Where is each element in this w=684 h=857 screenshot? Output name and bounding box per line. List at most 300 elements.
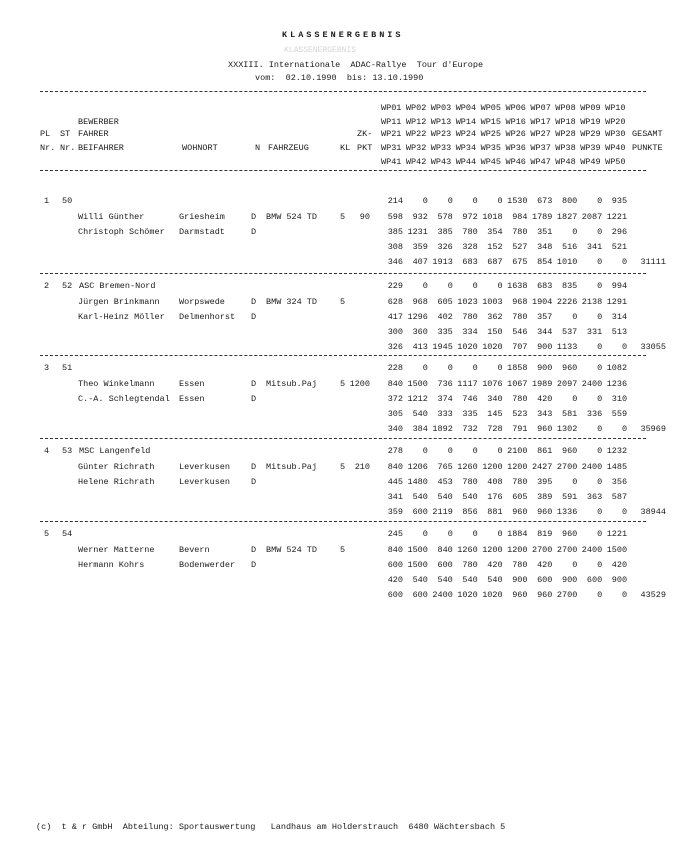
wp-score: 960 (537, 507, 553, 517)
wp-score: 334 (462, 327, 478, 337)
wp-score: 736 (437, 379, 453, 389)
wp-header-label: WP38 (555, 143, 576, 153)
wp-score: 1500 (606, 545, 628, 555)
entry-codriver: Helene Richrath (78, 477, 155, 487)
entry-start-number: 51 (62, 363, 73, 373)
wp-score: 732 (462, 424, 478, 434)
wp-score: 0 (422, 196, 428, 206)
wp-score: 840 (387, 545, 403, 555)
header-n: N (255, 143, 261, 153)
wp-score: 1212 (407, 394, 428, 404)
wp-score: 1200 (482, 462, 503, 472)
wp-score: 1020 (457, 342, 478, 352)
entry-class: 5 (340, 379, 346, 389)
wp-score: 960 (512, 507, 528, 517)
wp-score: 687 (487, 257, 503, 267)
event-name: XXXIII. Internationale ADAC-Rallye Tour d'Europe (228, 60, 484, 70)
wp-score: 1003 (482, 297, 503, 307)
wp-score: 374 (437, 394, 453, 404)
wp-score: 1945 (432, 342, 453, 352)
wp-score: 587 (611, 492, 628, 502)
entry-class: 5 (340, 297, 346, 307)
wp-score: 402 (437, 312, 453, 322)
entry-driver-town: Griesheim (179, 212, 225, 222)
wp-score: 420 (537, 394, 553, 404)
entry-driver: Günter Richrath (78, 462, 155, 472)
wp-score: 296 (611, 227, 628, 237)
entry-separator (40, 355, 646, 356)
entry-total-points: 35969 (640, 424, 666, 434)
wp-score: 2087 (581, 212, 603, 222)
wp-score: 331 (586, 327, 603, 337)
wp-score: 900 (611, 575, 628, 585)
wp-header-label: WP27 (530, 129, 551, 139)
wp-score: 1500 (407, 560, 428, 570)
entry-place: 2 (44, 281, 50, 291)
wp-score: 780 (512, 477, 528, 487)
wp-score: 0 (572, 560, 578, 570)
wp-score: 1200 (507, 545, 528, 555)
wp-score: 326 (387, 342, 403, 352)
wp-header-label: WP15 (480, 117, 501, 127)
header-kl: KL (340, 143, 351, 153)
wp-score: 540 (437, 492, 453, 502)
entry-codriver-nation: D (251, 560, 257, 570)
wp-header-label: WP42 (405, 157, 427, 167)
wp-score: 0 (422, 529, 428, 539)
wp-score: 1206 (407, 462, 428, 472)
wp-score: 598 (387, 212, 403, 222)
header-nr-2: Nr. (60, 143, 76, 153)
wp-score: 413 (412, 342, 428, 352)
entry-driver-nation: D (251, 545, 257, 555)
wp-header-label: WP23 (430, 129, 452, 139)
header-pl: PL (40, 129, 51, 139)
wp-score: 1076 (482, 379, 503, 389)
wp-score: 0 (472, 281, 478, 291)
wp-score: 0 (472, 446, 478, 456)
wp-score: 0 (497, 363, 503, 373)
wp-score: 840 (387, 462, 403, 472)
entry-driver-town: Essen (179, 379, 205, 389)
entry-vehicle: BMW 524 TD (266, 545, 318, 555)
wp-score: 765 (437, 462, 453, 472)
wp-header-label: WP31 (381, 143, 402, 153)
wp-score: 0 (597, 363, 603, 373)
wp-score: 0 (497, 529, 503, 539)
wp-score: 1291 (606, 297, 628, 307)
header-fahrzeug: FAHRZEUG (268, 143, 309, 153)
wp-score: 0 (597, 424, 603, 434)
wp-score: 559 (611, 409, 628, 419)
wp-score: 305 (387, 409, 403, 419)
entry-place: 4 (44, 446, 50, 456)
wp-score: 960 (537, 424, 553, 434)
entry-codriver-nation: D (251, 477, 257, 487)
entry-driver-nation: D (251, 212, 257, 222)
wp-score: 1221 (606, 212, 628, 222)
wp-header-label: WP22 (405, 129, 427, 139)
wp-header-label: WP01 (381, 103, 402, 113)
wp-score: 1858 (507, 363, 528, 373)
wp-score: 228 (387, 363, 403, 373)
wp-score: 0 (447, 529, 453, 539)
wp-score: 537 (561, 327, 578, 337)
wp-score: 600 (537, 575, 553, 585)
wp-score: 214 (387, 196, 403, 206)
wp-header-label: WP11 (381, 117, 402, 127)
wp-score: 984 (512, 212, 528, 222)
wp-score: 780 (512, 227, 528, 237)
wp-header-label: WP19 (580, 117, 601, 127)
wp-score: 1231 (407, 227, 428, 237)
entry-driver: Theo Winkelmann (78, 379, 155, 389)
wp-score: 578 (437, 212, 453, 222)
wp-score: 683 (537, 281, 553, 291)
wp-score: 1260 (457, 462, 478, 472)
wp-header-label: WP10 (605, 103, 626, 113)
entry-driver-town: Worpswede (179, 297, 225, 307)
wp-score: 0 (422, 363, 428, 373)
wp-score: 960 (512, 590, 528, 600)
wp-score: 359 (387, 507, 403, 517)
wp-header-label: WP36 (505, 143, 526, 153)
wp-score: 2100 (507, 446, 528, 456)
wp-header-label: WP14 (455, 117, 477, 127)
wp-score: 1884 (507, 529, 528, 539)
wp-score: 932 (412, 212, 428, 222)
entry-driver-town: Leverkusen (179, 462, 231, 472)
wp-score: 1296 (407, 312, 428, 322)
wp-score: 591 (561, 492, 578, 502)
wp-score: 1302 (556, 424, 578, 434)
wp-score: 0 (621, 507, 628, 517)
wp-score: 362 (487, 312, 503, 322)
wp-score: 513 (611, 327, 628, 337)
wp-score: 746 (462, 394, 478, 404)
header-bewerber: BEWERBER (78, 117, 119, 127)
wp-score: 1500 (407, 545, 428, 555)
wp-score: 1133 (556, 342, 578, 352)
entry-bewerber: MSC Langenfeld (79, 446, 151, 456)
wp-score: 628 (387, 297, 403, 307)
wp-score: 0 (497, 446, 503, 456)
wp-score: 445 (387, 477, 403, 487)
wp-score: 840 (387, 379, 403, 389)
wp-score: 336 (586, 409, 603, 419)
wp-score: 835 (561, 281, 578, 291)
wp-score: 900 (537, 342, 553, 352)
entry-class: 5 (340, 462, 346, 472)
wp-score: 673 (537, 196, 553, 206)
entry-driver: Werner Matterne (78, 545, 155, 555)
wp-header-label: WP02 (405, 103, 427, 113)
wp-score: 540 (462, 492, 478, 502)
wp-header-label: WP44 (455, 157, 477, 167)
entry-codriver-nation: D (251, 312, 257, 322)
wp-score: 278 (387, 446, 403, 456)
wp-header-label: WP24 (455, 129, 477, 139)
wp-header-label: WP07 (530, 103, 551, 113)
wp-score: 2097 (556, 379, 578, 389)
entry-driver: Jürgen Brinkmann (78, 297, 160, 307)
header-punkte: PUNKTE (632, 143, 663, 153)
entry-codriver-town: Darmstadt (179, 227, 225, 237)
wp-score: 2226 (556, 297, 578, 307)
wp-score: 523 (512, 409, 528, 419)
wp-score: 2700 (556, 462, 578, 472)
event-dates: vom: 02.10.1990 bis: 13.10.1990 (255, 73, 424, 83)
wp-score: 1485 (606, 462, 628, 472)
wp-score: 600 (412, 590, 428, 600)
wp-score: 2700 (531, 545, 553, 555)
wp-score: 1020 (482, 590, 503, 600)
wp-score: 540 (412, 492, 428, 502)
wp-header-label: WP17 (530, 117, 551, 127)
wp-score: 600 (412, 507, 428, 517)
wp-score: 333 (437, 409, 453, 419)
wp-score: 0 (572, 394, 578, 404)
wp-score: 675 (512, 257, 528, 267)
wp-score: 0 (472, 196, 478, 206)
wp-score: 960 (561, 529, 578, 539)
wp-score: 245 (387, 529, 403, 539)
entry-separator (40, 273, 646, 274)
wp-header-label: WP43 (430, 157, 452, 167)
wp-header-label: WP46 (505, 157, 526, 167)
entry-start-number: 52 (62, 281, 73, 291)
wp-header-label: WP20 (605, 117, 626, 127)
entry-driver-nation: D (251, 297, 257, 307)
wp-score: 0 (472, 529, 478, 539)
entry-zk-points: 90 (359, 212, 370, 222)
header-gesamt: GESAMT (632, 129, 663, 139)
wp-score: 1236 (606, 379, 628, 389)
entry-codriver-town: Leverkusen (179, 477, 231, 487)
wp-header-label: WP05 (480, 103, 501, 113)
wp-score: 960 (537, 590, 553, 600)
wp-score: 0 (472, 363, 478, 373)
wp-score: 0 (447, 281, 453, 291)
wp-header-label: WP50 (605, 157, 626, 167)
wp-score: 0 (447, 196, 453, 206)
wp-score: 881 (487, 507, 503, 517)
wp-score: 2400 (581, 545, 603, 555)
wp-score: 1789 (531, 212, 553, 222)
wp-score: 395 (537, 477, 553, 487)
wp-header-label: WP16 (505, 117, 526, 127)
entry-codriver-nation: D (251, 394, 257, 404)
wp-score: 0 (597, 312, 603, 322)
wp-score: 1638 (507, 281, 528, 291)
entry-separator (40, 438, 646, 439)
entry-class: 5 (340, 212, 346, 222)
wp-score: 780 (462, 227, 478, 237)
header-beifahrer: BEIFAHRER (78, 143, 124, 153)
wp-score: 0 (597, 590, 603, 600)
wp-score: 1530 (507, 196, 528, 206)
wp-score: 2138 (581, 297, 603, 307)
wp-score: 300 (387, 327, 403, 337)
wp-score: 356 (611, 477, 628, 487)
entry-driver-town: Bevern (179, 545, 210, 555)
header-st: ST (60, 129, 71, 139)
wp-score: 861 (537, 446, 553, 456)
wp-header-label: WP35 (480, 143, 501, 153)
wp-score: 780 (512, 560, 528, 570)
wp-score: 420 (537, 560, 553, 570)
wp-score: 341 (387, 492, 403, 502)
wp-score: 856 (462, 507, 478, 517)
header-rule-bottom (40, 170, 646, 171)
wp-score: 780 (512, 312, 528, 322)
wp-score: 344 (537, 327, 553, 337)
wp-score: 384 (412, 424, 428, 434)
wp-score: 335 (462, 409, 478, 419)
wp-score: 1023 (457, 297, 478, 307)
wp-score: 0 (621, 257, 628, 267)
entry-separator (40, 521, 646, 522)
wp-header-label: WP30 (605, 129, 626, 139)
wp-header-label: WP12 (405, 117, 427, 127)
wp-score: 540 (487, 575, 503, 585)
wp-score: 326 (437, 242, 453, 252)
entry-codriver: Hermann Kohrs (78, 560, 145, 570)
wp-header-label: WP13 (430, 117, 452, 127)
wp-score: 780 (512, 394, 528, 404)
wp-score: 900 (512, 575, 528, 585)
entry-vehicle: Mitsub.Paj (266, 379, 318, 389)
wp-score: 780 (462, 477, 478, 487)
header-pkt: PKT (357, 143, 373, 153)
wp-header-label: WP49 (580, 157, 601, 167)
wp-header-label: WP48 (555, 157, 576, 167)
wp-score: 0 (597, 446, 603, 456)
wp-score: 0 (597, 257, 603, 267)
wp-score: 343 (537, 409, 553, 419)
wp-score: 994 (611, 281, 628, 291)
entry-zk-points: 210 (354, 462, 370, 472)
entry-driver-nation: D (251, 379, 257, 389)
entry-codriver: C.-A. Schlegtendal (78, 394, 170, 404)
wp-score: 229 (387, 281, 403, 291)
wp-score: 2400 (581, 462, 603, 472)
wp-header-label: WP18 (555, 117, 576, 127)
wp-header-label: WP37 (530, 143, 551, 153)
header-zk: ZK- (357, 129, 373, 139)
wp-score: 546 (512, 327, 528, 337)
wp-score: 359 (412, 242, 428, 252)
wp-score: 0 (497, 196, 503, 206)
entry-vehicle: BMW 524 TD (266, 212, 318, 222)
wp-header-label: WP29 (580, 129, 601, 139)
wp-score: 2119 (432, 507, 453, 517)
wp-header-label: WP33 (430, 143, 452, 153)
wp-score: 581 (561, 409, 578, 419)
wp-score: 2700 (556, 590, 578, 600)
wp-score: 605 (512, 492, 528, 502)
header-fahrer: FAHRER (78, 129, 109, 139)
wp-score: 960 (561, 446, 578, 456)
wp-score: 0 (447, 446, 453, 456)
wp-score: 152 (487, 242, 503, 252)
report-title: KLASSENERGEBNIS (282, 30, 404, 40)
entry-place: 1 (44, 196, 50, 206)
wp-score: 780 (462, 560, 478, 570)
wp-score: 354 (487, 227, 503, 237)
wp-score: 0 (597, 196, 603, 206)
wp-score: 521 (611, 242, 628, 252)
wp-score: 527 (512, 242, 528, 252)
wp-score: 791 (512, 424, 528, 434)
entry-place: 5 (44, 529, 50, 539)
wp-score: 0 (597, 529, 603, 539)
wp-score: 800 (561, 196, 578, 206)
wp-score: 1221 (606, 529, 628, 539)
wp-header-label: WP25 (480, 129, 501, 139)
wp-score: 819 (537, 529, 553, 539)
wp-score: 728 (487, 424, 503, 434)
wp-score: 0 (572, 477, 578, 487)
header-wohnort: WOHNORT (182, 143, 218, 153)
wp-header-label: WP34 (455, 143, 477, 153)
wp-header-label: WP45 (480, 157, 501, 167)
footer-address: (c) t & r GmbH Abteilung: Sportauswertung Landhaus am Holderstrauch 6480 Wächtersbach 5 (36, 822, 506, 832)
wp-score: 1082 (606, 363, 628, 373)
wp-score: 707 (512, 342, 528, 352)
wp-score: 335 (437, 327, 453, 337)
entry-vehicle: BMW 324 TD (266, 297, 318, 307)
wp-score: 1500 (407, 379, 428, 389)
entry-start-number: 50 (62, 196, 73, 206)
wp-score: 600 (437, 560, 453, 570)
wp-score: 1117 (457, 379, 478, 389)
entry-vehicle: Mitsub.Paj (266, 462, 318, 472)
wp-score: 1232 (606, 446, 628, 456)
wp-score: 540 (412, 575, 428, 585)
wp-score: 0 (497, 281, 503, 291)
wp-header-label: WP03 (430, 103, 452, 113)
wp-score: 1336 (556, 507, 578, 517)
entry-codriver-town: Bodenwerder (179, 560, 236, 570)
wp-score: 0 (621, 590, 628, 600)
entry-start-number: 54 (62, 529, 73, 539)
wp-score: 968 (412, 297, 428, 307)
wp-header-label: WP26 (505, 129, 526, 139)
wp-score: 0 (597, 342, 603, 352)
wp-score: 1480 (407, 477, 428, 487)
wp-score: 0 (597, 560, 603, 570)
wp-score: 2400 (432, 590, 453, 600)
wp-score: 780 (462, 312, 478, 322)
wp-score: 372 (387, 394, 403, 404)
wp-score: 420 (611, 560, 628, 570)
wp-score: 145 (487, 409, 503, 419)
wp-score: 341 (586, 242, 603, 252)
wp-score: 408 (487, 477, 503, 487)
wp-score: 0 (572, 227, 578, 237)
wp-score: 0 (422, 281, 428, 291)
wp-score: 346 (387, 257, 403, 267)
entry-codriver: Karl-Heinz Möller (78, 312, 165, 322)
wp-header-label: WP41 (381, 157, 402, 167)
wp-score: 1904 (531, 297, 553, 307)
entry-total-points: 31111 (640, 257, 666, 267)
wp-score: 420 (487, 560, 503, 570)
wp-score: 0 (621, 342, 628, 352)
wp-header-label: WP21 (381, 129, 402, 139)
entry-class: 5 (340, 545, 346, 555)
